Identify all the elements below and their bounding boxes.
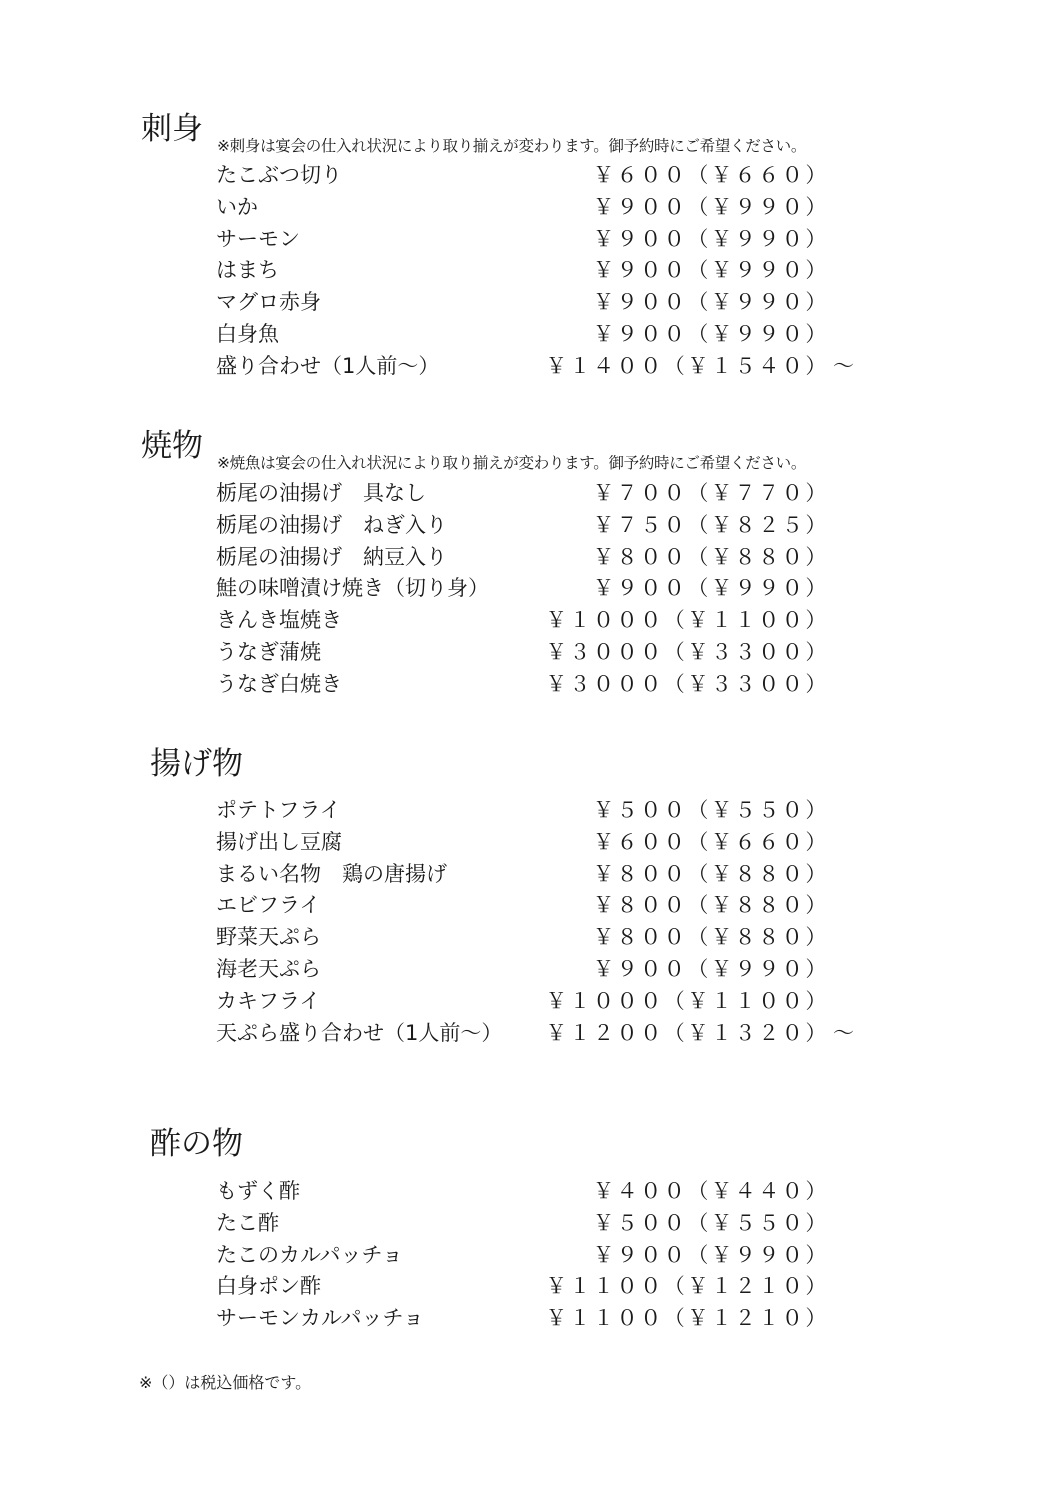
- menu-item: [0, 859, 1058, 891]
- menu-item: [0, 1303, 1058, 1335]
- item-name: たこのカルパッチョ: [216, 1242, 403, 1267]
- menu-item: [0, 954, 1058, 986]
- item-name: 揚げ出し豆腐: [216, 829, 342, 854]
- price-text: ￥９００（￥９９０）: [593, 1242, 829, 1267]
- price-text: ￥９００（￥９９０）: [593, 576, 829, 601]
- item-price: [593, 890, 829, 922]
- item-price: [593, 160, 829, 192]
- menu-item: [0, 287, 1058, 319]
- item-name: 天ぷら盛り合わせ（1人前〜）: [216, 1020, 503, 1045]
- price-suffix: 〜: [833, 353, 854, 378]
- item-price: [593, 795, 829, 827]
- item-price: [593, 542, 829, 574]
- item-price: [593, 922, 829, 954]
- menu-item: [0, 1271, 1058, 1303]
- item-price: [546, 986, 829, 1018]
- price-text: ￥８００（￥８８０）: [593, 861, 829, 886]
- price-text: ￥８００（￥８８０）: [593, 925, 829, 950]
- menu-item: [0, 573, 1058, 605]
- price-text: ￥１０００（￥１１００）: [545, 988, 829, 1013]
- menu-list: [0, 160, 1058, 383]
- item-name: たこぶつ切り: [216, 163, 342, 187]
- item-price: [593, 224, 829, 256]
- item-name: うなぎ白焼き: [216, 671, 342, 696]
- item-name: サーモンカルパッチョ: [216, 1306, 424, 1331]
- price-suffix: 〜: [833, 1020, 854, 1045]
- price-text: ￥８００（￥８８０）: [593, 544, 829, 569]
- item-price: [593, 287, 829, 319]
- menu-item: [0, 510, 1058, 542]
- item-price: [593, 192, 829, 224]
- price-text: ￥６００（￥６６０）: [593, 163, 829, 187]
- price-text: ￥９００（￥９９０）: [593, 226, 829, 251]
- menu-item: [0, 542, 1058, 574]
- price-text: ￥９００（￥９９０）: [593, 321, 829, 346]
- menu-item: [0, 1176, 1058, 1208]
- price-text: ￥４００（￥４４０）: [593, 1179, 829, 1203]
- price-text: ￥３０００（￥３３００）: [545, 639, 829, 664]
- menu-item: [0, 890, 1058, 922]
- price-text: ￥１１００（￥１２１０）: [545, 1306, 829, 1331]
- menu-item: [0, 255, 1058, 287]
- item-name: マグロ赤身: [216, 290, 321, 315]
- menu-item: [0, 922, 1058, 954]
- section-title: 酢の物: [150, 1126, 243, 1162]
- menu-list: [0, 1176, 1058, 1335]
- item-price: [545, 1018, 854, 1050]
- item-name: 白身ポン酢: [216, 1274, 321, 1299]
- menu-list: [0, 478, 1058, 701]
- item-name: カキフライ: [216, 988, 321, 1013]
- section-title: 焼物: [141, 428, 203, 464]
- price-text: ￥８００（￥８８０）: [593, 893, 829, 918]
- item-price: [593, 1208, 829, 1240]
- menu-item: [0, 351, 1058, 383]
- price-text: ￥３０００（￥３３００）: [545, 671, 829, 696]
- item-name: きんき塩焼き: [216, 608, 342, 633]
- item-price: [593, 573, 829, 605]
- price-text: ￥９００（￥９９０）: [593, 956, 829, 981]
- menu-item: [0, 1240, 1058, 1272]
- item-price: [545, 351, 854, 383]
- item-name: うなぎ蒲焼: [216, 639, 321, 664]
- item-price: [546, 605, 829, 637]
- price-text: ￥１１００（￥１２１０）: [545, 1274, 829, 1299]
- item-name: サーモン: [216, 226, 300, 251]
- price-text: ￥５００（￥５５０）: [593, 1210, 829, 1235]
- menu-item: [0, 1208, 1058, 1240]
- item-price: [593, 1240, 829, 1272]
- item-price: [546, 669, 829, 701]
- item-name: 盛り合わせ（1人前〜）: [216, 353, 440, 378]
- menu-item: [0, 669, 1058, 701]
- menu-item: [0, 319, 1058, 351]
- item-price: [593, 827, 829, 859]
- menu-item: [0, 827, 1058, 859]
- price-text: ￥９００（￥９９０）: [593, 290, 829, 315]
- menu-item: [0, 795, 1058, 827]
- item-price: [593, 319, 829, 351]
- item-price: [593, 859, 829, 891]
- section-note: ※焼魚は宴会の仕入れ状況により取り揃えが変わります。御予約時にご希望ください。: [217, 454, 807, 472]
- price-text: ￥１４００（￥１５４０）: [545, 353, 829, 378]
- price-text: ￥７００（￥７７０）: [593, 481, 829, 505]
- tax-footnote: ※（）は税込価格です。: [139, 1373, 312, 1392]
- price-text: ￥５００（￥５５０）: [593, 798, 829, 822]
- section-title: 刺身: [141, 111, 203, 147]
- item-price: [593, 510, 829, 542]
- item-name: 白身魚: [216, 321, 279, 346]
- price-text: ￥１２００（￥１３２０）: [545, 1020, 829, 1045]
- section-note: ※刺身は宴会の仕入れ状況により取り揃えが変わります。御予約時にご希望ください。: [217, 137, 807, 155]
- menu-item: [0, 160, 1058, 192]
- item-price: [593, 954, 829, 986]
- price-text: ￥７５０（￥８２５）: [593, 512, 829, 537]
- menu-item: [0, 224, 1058, 256]
- item-price: [546, 637, 829, 669]
- item-name: 栃尾の油揚げ ねぎ入り: [216, 512, 447, 537]
- item-name: 海老天ぷら: [216, 956, 321, 981]
- item-name: 栃尾の油揚げ 具なし: [216, 481, 426, 505]
- item-name: 野菜天ぷら: [216, 925, 321, 950]
- menu-item: [0, 986, 1058, 1018]
- item-name: たこ酢: [216, 1210, 279, 1235]
- item-price: [546, 1271, 829, 1303]
- price-text: ￥６００（￥６６０）: [593, 829, 829, 854]
- menu-list: [0, 795, 1058, 1049]
- menu-item: [0, 637, 1058, 669]
- item-name: はまち: [216, 258, 279, 283]
- item-price: [593, 255, 829, 287]
- menu-item: [0, 192, 1058, 224]
- item-name: もずく酢: [216, 1179, 300, 1203]
- item-price: [546, 1303, 829, 1335]
- menu-item: [0, 1018, 1058, 1050]
- price-text: ￥１０００（￥１１００）: [545, 608, 829, 633]
- item-name: 鮭の味噌漬け焼き（切り身）: [216, 576, 489, 601]
- item-name: ポテトフライ: [216, 798, 341, 822]
- item-price: [593, 1176, 829, 1208]
- price-text: ￥９００（￥９９０）: [593, 194, 829, 219]
- item-name: エビフライ: [216, 893, 321, 918]
- menu-item: [0, 478, 1058, 510]
- item-name: いか: [216, 194, 258, 219]
- section-title: 揚げ物: [150, 746, 243, 782]
- menu-item: [0, 605, 1058, 637]
- item-name: まるい名物 鶏の唐揚げ: [216, 861, 447, 886]
- item-price: [593, 478, 829, 510]
- price-text: ￥９００（￥９９０）: [593, 258, 829, 283]
- item-name: 栃尾の油揚げ 納豆入り: [216, 544, 447, 569]
